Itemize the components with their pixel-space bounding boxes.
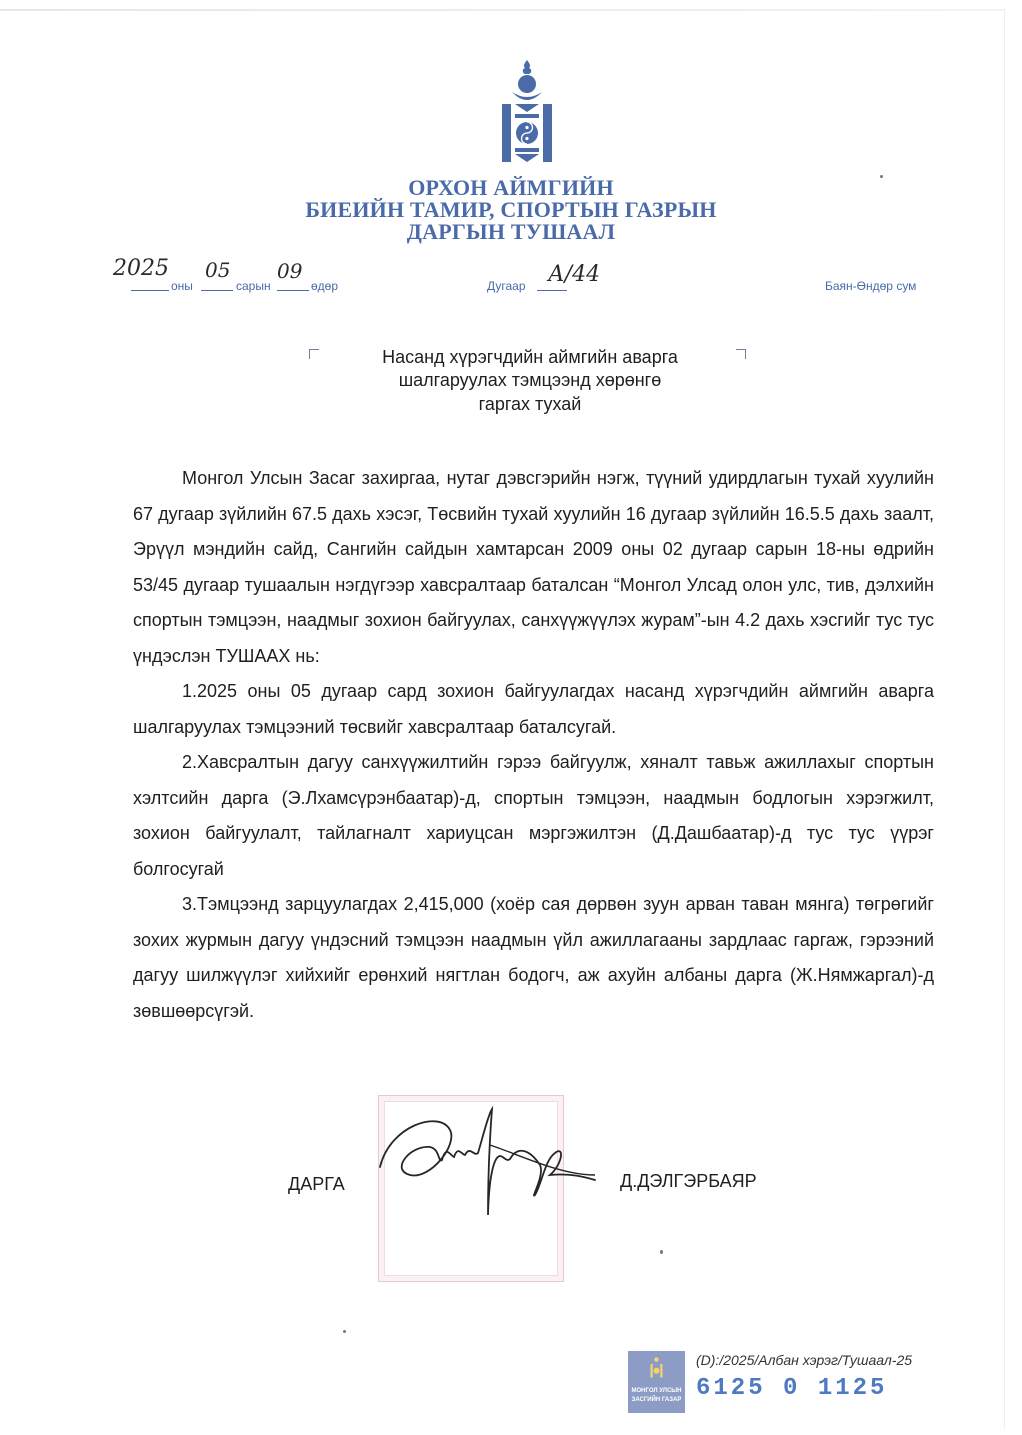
soyombo-emblem-icon <box>498 58 556 166</box>
preamble-paragraph: Монгол Улсын Засаг захиргаа, нутаг дэвсгэрийн нэгж, түүний удирдлагын тухай хуулийн 67 дугаар зүйлийн 67.5 дахь хэсэг, Төсвийн тухай хуулийн 16 дугаар зүйлийн 16.5.5 дахь заалт, Эрүүл мэндийн сайд, Сангийн сайдын хамтарсан 2009 оны 02 дугаар сарын 18-ны өдрийн 53/45 дугаар тушаалын нэгдүгээр хавсралтаар баталсан “Монгол Улсад олон улс, тив, дэлхийн спортын тэмцээн, наадмыг зохион байгуулах, санхүүжүүлэх журам”-ын 4.2 дахь хэсгийг тус тус үндэслэн ТУШААХ нь: <box>133 468 934 666</box>
location-label: Баян-Өндөр сум <box>825 279 917 293</box>
handwritten-signature <box>370 1105 600 1225</box>
handwritten-month: 05 <box>205 258 231 282</box>
subject-line-2: шалгаруулах тэмцээнд хөрөнгө <box>398 370 662 390</box>
subject-line-3: гаргах тухай <box>478 394 582 414</box>
handwritten-year: 2025 <box>113 256 169 281</box>
scan-speck <box>660 1250 663 1254</box>
number-underline <box>537 290 567 291</box>
scan-right-edge <box>1004 9 1005 1429</box>
signatory-title: ДАРГА <box>288 1174 345 1194</box>
handwritten-order-number: А/44 <box>548 262 601 287</box>
month-label: сарын <box>236 279 271 293</box>
handwritten-day: 09 <box>277 259 303 283</box>
org-title-line-3: ДАРГЫН ТУШААЛ <box>406 219 616 244</box>
scan-speck <box>880 175 883 178</box>
serial-number-stamp: 6125 0 1125 <box>696 1375 888 1402</box>
year-label: оны <box>171 279 193 293</box>
order-body <box>133 461 934 1029</box>
government-watermark-badge <box>628 1351 685 1413</box>
order-item-3: 3.Тэмцээнд зарцуулагдах 2,415,000 (хоёр сая дөрвөн зуун арван таван мянга) төгрөгийг зохих журмын дагуу үндэсний тэмцээн наадмын үйл ажиллагааны зардлаас гаргаж, гэрээний дагуу шилжүүлэг хийхийг ерөнхий нягтлан бодогч, аж ахуйн албаны дарга (Ж.Нямжаргал)-д зөвшөөрсүгэй. <box>133 894 934 1021</box>
file-path: (D):/2025/Албан хэрэг/Тушаал-25 <box>696 1352 913 1368</box>
order-item-1: 1.2025 оны 05 дугаар сард зохион байгуулагдах насанд хүрэгчдийн аймгийн аварга шалгаруулах тэмцээний төсвийг хавсралтаар баталсугай. <box>133 681 934 737</box>
soyombo-badge-icon <box>649 1355 664 1379</box>
scan-top-edge <box>0 9 1005 11</box>
org-title-line-2: БИЕИЙН ТАМИР, СПОРТЫН ГАЗРЫН <box>305 197 717 222</box>
month-underline <box>201 290 233 291</box>
org-title-line-1: ОРХОН АЙМГИЙН <box>408 175 614 200</box>
scan-speck <box>343 1330 346 1333</box>
year-underline <box>131 290 169 291</box>
day-label: өдөр <box>311 279 339 293</box>
day-underline <box>277 290 309 291</box>
badge-text-line-1: МОНГОЛ УЛСЫН <box>631 1388 682 1394</box>
signatory-name: Д.ДЭЛГЭРБАЯР <box>620 1171 757 1191</box>
number-label: Дугаар <box>487 279 526 293</box>
subject-line-1: Насанд хүрэгчдийн аймгийн аварга <box>382 347 678 367</box>
order-item-2: 2.Хавсралтын дагуу санхүүжилтийн гэрээ байгуулж, хяналт тавьж ажиллахыг спортын хэлтсийн дарга (Э.Лхамсүрэнбаатар)-д, спортын тэмцээн, наадмын бодлогын хэрэгжилт, зохион байгуулалт, тайлагналт хариуцсан мэргэжилтэн (Д.Дашбаатар)-д тус тус үүрэг болгосугай <box>133 752 934 879</box>
badge-text-line-2: ЗАСГИЙН ГАЗАР <box>631 1397 682 1403</box>
